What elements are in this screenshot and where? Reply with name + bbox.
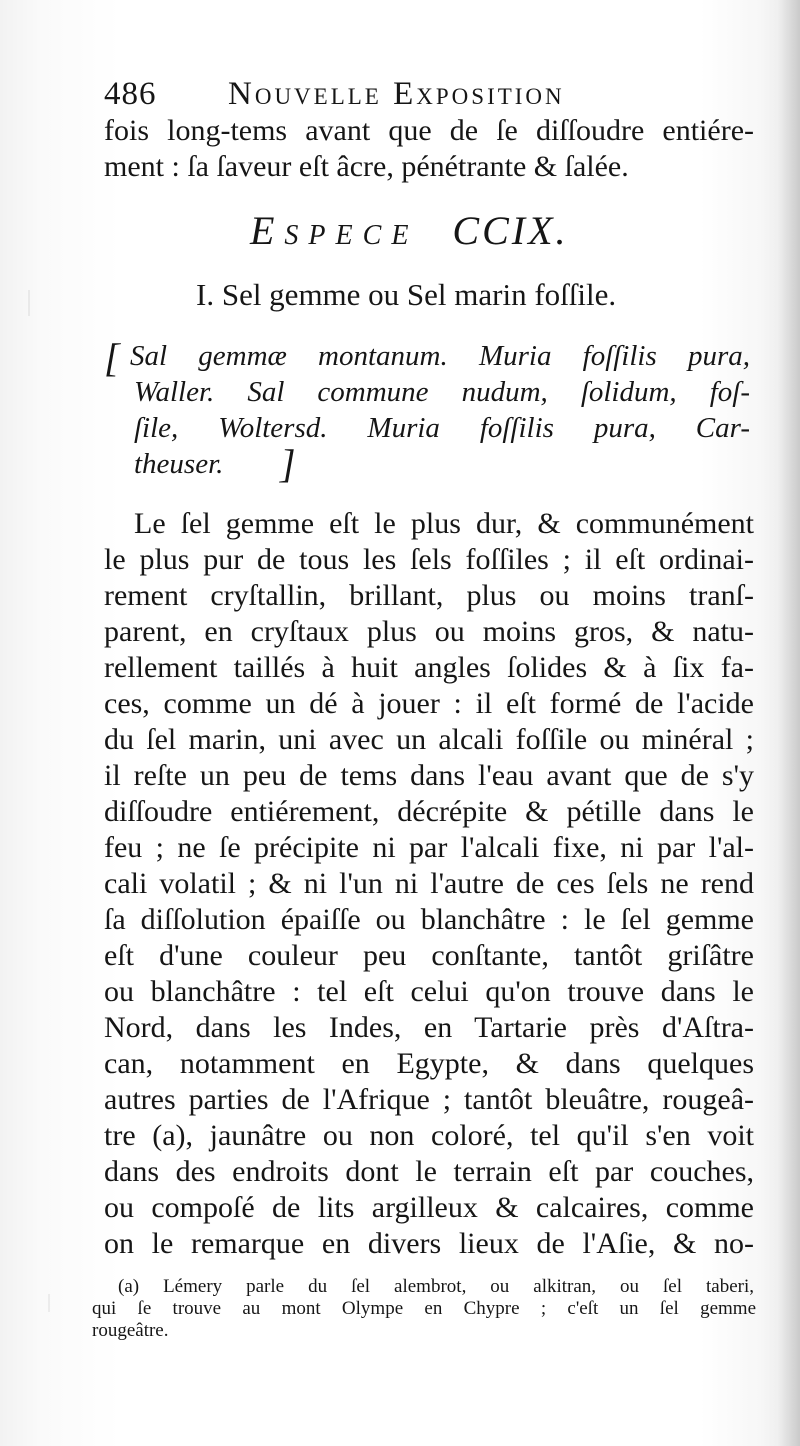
synonymy-line: theuser. — [134, 448, 224, 480]
body-line: parent, en cryſtaux plus ou moins gros, & natu- — [104, 615, 754, 648]
footnote-line: qui ſe trouve au mont Olympe en Chypre ; c'eſt un ſel gemme — [92, 1298, 756, 1319]
body-line: il reſte un peu de tems dans l'eau avant que de s'y — [104, 759, 754, 792]
body-line: diſſoudre entiérement, décrépite & pétille dans le — [104, 795, 754, 828]
footnote-line: rougeâtre. — [92, 1320, 169, 1341]
body-line: du ſel marin, uni avec un alcali foſſile ou minéral ; — [104, 723, 754, 756]
page-edge-shadow — [778, 0, 800, 1446]
body-line: Le ſel gemme eſt le plus dur, & communément — [134, 507, 754, 540]
synonymy-line: Sal gemmæ montanum. Muria foſſilis pura, — [130, 340, 750, 372]
synonymy-line: Waller. Sal commune nudum, ſolidum, foſ- — [134, 376, 750, 408]
paper-mark — [48, 1294, 50, 1312]
section-heading: I. Sel gemme ou Sel marin foſſile. — [196, 277, 617, 312]
species-heading — [250, 206, 640, 256]
body-line: dans des endroits dont le terrain eſt par couches, — [104, 1155, 754, 1188]
body-line: on le remarque en divers lieux de l'Aſie, & no- — [104, 1227, 754, 1260]
footnote-line: (a) Lémery parle du ſel alembrot, ou alkitran, ou ſel taberi, — [118, 1276, 754, 1297]
body-line: ces, comme un dé à jouer : il eſt formé de l'acide — [104, 687, 754, 720]
body-line: feu ; ne ſe précipite ni par l'alcali fixe, ni par l'al- — [104, 831, 754, 864]
body-line: Nord, dans les Indes, en Tartarie près d'Aſtra- — [104, 1011, 754, 1044]
body-line: ou blanchâtre : tel eſt celui qu'on trouve dans le — [104, 975, 754, 1008]
body-line: eſt d'une couleur peu conſtante, tantôt griſâtre — [104, 939, 754, 972]
body-line: rellement taillés à huit angles ſolides & à ſix fa- — [104, 651, 754, 684]
body-line: cali volatil ; & ni l'un ni l'autre de ces ſels ne rend — [104, 867, 754, 900]
species-number: CCIX. — [452, 208, 569, 253]
synonymy-open-bracket: [ — [104, 335, 120, 380]
body-line: ſa diſſolution épaiſſe ou blanchâtre : le ſel gemme — [104, 903, 754, 936]
synonymy-line: ſile, Woltersd. Muria foſſilis pura, Car- — [134, 412, 750, 444]
paper-mark — [28, 290, 30, 316]
body-line: tre (a), jaunâtre ou non coloré, tel qu'il s'en voit — [104, 1119, 754, 1152]
body-line: ou compoſé de lits argilleux & calcaires, comme — [104, 1191, 754, 1224]
species-word: Espece — [250, 208, 419, 253]
page-number: 486 — [104, 76, 157, 112]
body-line: autres parties de l'Afrique ; tantôt bleuâtre, rougeâ- — [104, 1083, 754, 1116]
body-line: le plus pur de tous les ſels foſſiles ; il eſt ordinai- — [104, 543, 754, 576]
running-title: Nouvelle Exposition — [228, 76, 565, 112]
synonymy-close-bracket: ] — [280, 441, 296, 486]
body-line: rement cryſtallin, brillant, plus ou moins tranſ- — [104, 579, 754, 612]
continued-text-line: ment : ſa ſaveur eſt âcre, pénétrante & ſalée. — [104, 150, 629, 183]
running-head — [104, 72, 744, 116]
body-line: can, notamment en Egypte, & dans quelques — [104, 1047, 754, 1080]
continued-text-line: fois long-tems avant que de ſe diſſoudre entiére- — [104, 114, 754, 147]
